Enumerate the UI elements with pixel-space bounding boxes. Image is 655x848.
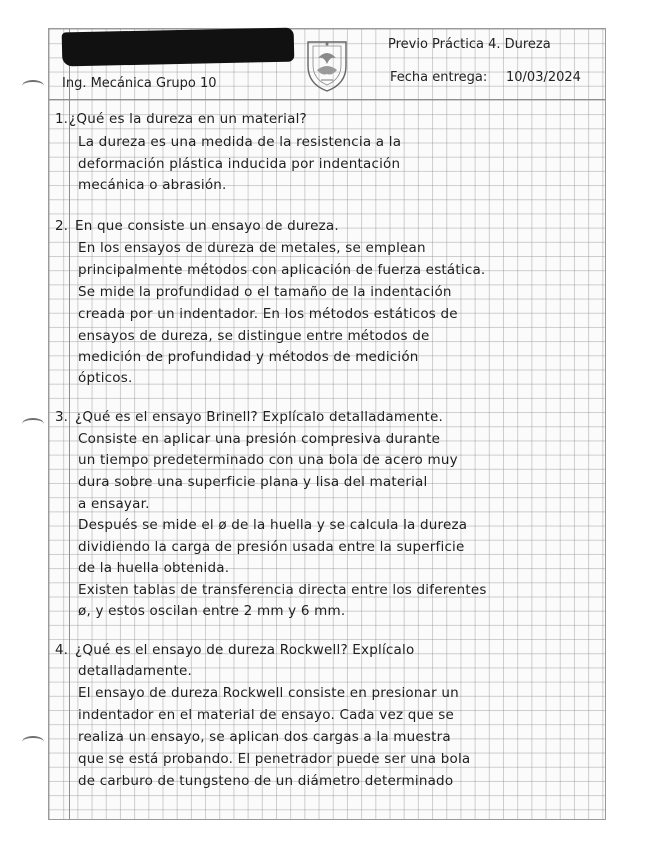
- answer-line: indentador en el material de ensayo. Cada vez que se: [78, 707, 455, 723]
- answer-line: medición de profundidad y métodos de medición: [78, 349, 419, 365]
- answer-line: dura sobre una superficie plana y lisa del material: [78, 474, 428, 490]
- answer-line: a ensayar.: [78, 496, 150, 512]
- answer-line: Después se mide el ø de la huella y se calcula la dureza: [78, 517, 468, 533]
- redacted-name-block: [62, 28, 295, 67]
- answer-line: Existen tablas de transferencia directa entre los diferentes: [78, 582, 487, 598]
- answer-line: creada por un indentador. En los métodos estáticos de: [78, 306, 458, 322]
- answer-line: deformación plástica inducida por indentación: [78, 156, 401, 172]
- answer-line: realiza un ensayo, se aplican dos cargas a la muestra: [78, 729, 451, 745]
- question-number: 2.: [55, 218, 68, 234]
- answer-line: mecánica o abrasión.: [78, 177, 227, 193]
- answer-line: ópticos.: [78, 370, 133, 386]
- header-divider: [49, 99, 605, 100]
- answer-line: ensayos de dureza, se distingue entre métodos de: [78, 328, 430, 344]
- answer-line: Se mide la profundidad o el tamaño de la indentación: [78, 284, 452, 300]
- answer-line: de la huella obtenida.: [78, 560, 230, 576]
- answer-line: El ensayo de dureza Rockwell consiste en presionar un: [78, 685, 459, 701]
- course-group: Ing. Mecánica Grupo 10: [62, 76, 217, 91]
- binder-hole-1: [22, 80, 44, 92]
- answer-line: ø, y estos oscilan entre 2 mm y 6 mm.: [78, 603, 346, 619]
- answer-line: La dureza es una medida de la resistencia a la: [78, 134, 402, 150]
- practice-title: Previo Práctica 4. Dureza: [388, 37, 551, 52]
- question-number: 3.: [55, 409, 68, 425]
- question-number: 1.: [55, 111, 68, 127]
- question-number: 4.: [55, 642, 68, 658]
- question-title: ¿Qué es la dureza en un material?: [69, 111, 307, 127]
- margin-line: [69, 29, 70, 819]
- answer-line: principalmente métodos con aplicación de fuerza estática.: [78, 262, 486, 278]
- answer-line: dividiendo la carga de presión usada entre la superficie: [78, 539, 465, 555]
- binder-hole-3: [22, 736, 44, 748]
- answer-line: Consiste en aplicar una presión compresiva durante: [78, 431, 441, 447]
- due-date-label: Fecha entrega:: [390, 70, 488, 85]
- question-title: ¿Qué es el ensayo de dureza Rockwell? Explícalo: [75, 642, 415, 658]
- question-title: En que consiste un ensayo de dureza.: [75, 218, 339, 234]
- unam-seal-logo: [302, 36, 352, 94]
- question-title: ¿Qué es el ensayo Brinell? Explícalo detalladamente.: [75, 409, 443, 425]
- answer-line: que se está probando. El penetrador puede ser una bola: [78, 751, 471, 767]
- due-date-value: 10/03/2024: [506, 70, 581, 85]
- answer-line: En los ensayos de dureza de metales, se emplean: [78, 240, 426, 256]
- answer-line: un tiempo predeterminado con una bola de acero muy: [78, 452, 458, 468]
- binder-hole-2: [22, 418, 44, 430]
- answer-line: detalladamente.: [78, 663, 192, 679]
- answer-line: de carburo de tungsteno de un diámetro determinado: [78, 773, 454, 789]
